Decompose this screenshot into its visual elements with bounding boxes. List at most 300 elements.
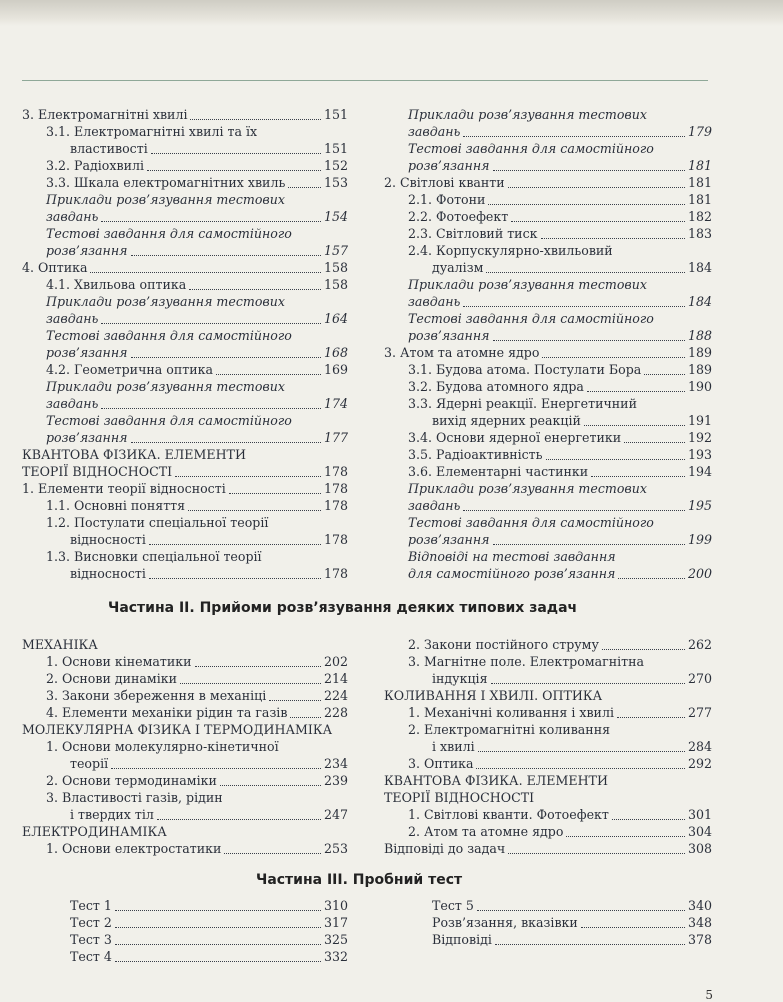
toc-dot-leader (476, 768, 684, 769)
toc-entry-title: індукція (432, 671, 488, 686)
toc-entry (22, 653, 348, 670)
toc-entry (384, 548, 712, 565)
toc-entry (22, 931, 348, 948)
toc-dot-leader (188, 510, 321, 511)
toc-entry-title: Приклади розв’язування тестових (46, 379, 285, 394)
toc-entry-page: 202 (323, 654, 348, 669)
toc-entry-title: розв’язання (408, 532, 490, 547)
toc-entry (22, 914, 348, 931)
toc-dot-leader (463, 510, 685, 511)
header-rule (22, 80, 708, 81)
toc-entry-title: Тестові завдання для самостійного (46, 226, 292, 241)
toc-entry (384, 259, 712, 276)
toc-entry (384, 395, 712, 412)
toc-entry-title: завдань (46, 396, 99, 411)
toc-entry-title: Тестові завдання для самостійного (408, 141, 654, 156)
toc-entry-title: 2. Основи термодинаміки (46, 773, 217, 788)
toc-entry-page: 158 (323, 277, 348, 292)
toc-entry-title: Тестові завдання для самостійного (408, 515, 654, 530)
toc-entry-title: і твердих тіл (70, 807, 154, 822)
toc-entry (384, 463, 712, 480)
toc-entry-title: 1.1. Основні поняття (46, 498, 186, 513)
toc-dot-leader (618, 578, 685, 579)
toc-dot-leader (175, 476, 321, 477)
toc-dot-leader (288, 187, 321, 188)
toc-entry-page: 378 (687, 932, 712, 947)
toc-entry-title: Приклади розв’язування тестових (46, 192, 285, 207)
toc-dot-leader (147, 170, 321, 171)
toc-dot-leader (624, 442, 685, 443)
toc-entry-page: 200 (687, 566, 712, 581)
toc-dot-leader (111, 768, 321, 769)
toc-entry-title: 4.1. Хвильова оптика (46, 277, 187, 292)
toc-entry-title: КОЛИВАННЯ І ХВИЛІ. ОПТИКА (384, 688, 603, 703)
toc-entry (384, 636, 712, 653)
toc-entry-page: 189 (687, 362, 712, 377)
toc-entry (384, 497, 712, 514)
toc-dot-leader (149, 578, 321, 579)
toc-entry-title: 3.3. Ядерні реакції. Енергетичний (408, 396, 637, 411)
toc-entry-title: 3.1. Будова атома. Постулати Бора (408, 362, 642, 377)
toc-entry (22, 948, 348, 965)
toc-entry-title: 3. Закони збереження в механіці (46, 688, 267, 703)
toc-entry-page: 292 (687, 756, 712, 771)
toc-entry-title: 2. Атом та атомне ядро (408, 824, 564, 839)
toc-entry-page: 277 (687, 705, 712, 720)
toc-entry-title: Тест 2 (70, 915, 112, 930)
toc-entry-title: завдань (408, 498, 461, 513)
toc-dot-leader (216, 374, 321, 375)
toc-dot-leader (508, 187, 685, 188)
toc-entry-page: 214 (323, 671, 348, 686)
toc-entry-title: відносності (70, 566, 146, 581)
toc-entry-page: 228 (323, 705, 348, 720)
toc-entry (22, 276, 348, 293)
toc-entry-title: Тестові завдання для самостійного (46, 328, 292, 343)
toc-entry-title: Тестові завдання для самостійного (46, 413, 292, 428)
toc-entry (384, 123, 712, 140)
toc-entry-title: 1. Основи молекулярно-кінетичної (46, 739, 279, 754)
toc-entry-page: 340 (687, 898, 712, 913)
toc-entry-title: 1. Основи електростатики (46, 841, 222, 856)
toc-entry (22, 140, 348, 157)
toc-entry (384, 704, 712, 721)
toc-dot-leader (488, 204, 685, 205)
toc-entry (384, 174, 712, 191)
toc-entry-title: дуалізм (432, 260, 484, 275)
toc-entry (384, 670, 712, 687)
toc-entry (384, 755, 712, 772)
toc-entry-title: Тест 4 (70, 949, 112, 964)
toc-dot-leader (101, 221, 321, 222)
toc-entry-title: КВАНТОВА ФІЗИКА. ЕЛЕМЕНТИ (22, 447, 246, 462)
toc-entry (22, 670, 348, 687)
toc-entry-title: 3. Оптика (408, 756, 474, 771)
toc-entry (22, 327, 348, 344)
toc-entry (384, 914, 712, 931)
toc-entry (384, 687, 712, 704)
toc-entry (22, 772, 348, 789)
toc-entry-title: завдань (408, 124, 461, 139)
toc-entry-title: 3.3. Шкала електромагнітних хвиль (46, 175, 286, 190)
toc-entry (22, 225, 348, 242)
toc-entry-page: 178 (323, 532, 348, 547)
toc-entry-title: ЕЛЕКТРОДИНАМІКА (22, 824, 167, 839)
toc-entry-title: розв’язання (408, 328, 490, 343)
toc-entry-title: 1.3. Висновки спеціальної теорії (46, 549, 262, 564)
toc-entry-title: МЕХАНІКА (22, 637, 98, 652)
toc-entry-title: 2.3. Світловий тиск (408, 226, 538, 241)
toc-entry-page: 151 (323, 107, 348, 122)
toc-dot-leader (157, 819, 321, 820)
toc-dot-leader (131, 442, 321, 443)
toc-entry-page: 310 (323, 898, 348, 913)
toc-entry (22, 755, 348, 772)
toc-entry (384, 327, 712, 344)
toc-entry (384, 565, 712, 582)
toc-entry-title: 1. Основи кінематики (46, 654, 192, 669)
toc-entry-title: і хвилі (432, 739, 475, 754)
toc-entry (22, 721, 348, 738)
toc-dot-leader (566, 836, 685, 837)
toc-entry-page: 270 (687, 671, 712, 686)
toc-entry-title: Розв’язання, вказівки (432, 915, 578, 930)
toc-dot-leader (463, 306, 685, 307)
toc-entry (384, 157, 712, 174)
toc-entry (22, 174, 348, 191)
toc-entry-page: 193 (687, 447, 712, 462)
toc-entry-title: 3. Атом та атомне ядро (384, 345, 540, 360)
toc-entry-page: 304 (687, 824, 712, 839)
toc-entry-page: 152 (323, 158, 348, 173)
toc-part3-right (384, 897, 712, 948)
toc-entry-page: 178 (323, 464, 348, 479)
toc-entry-title: Тест 1 (70, 898, 112, 913)
toc-dot-leader (463, 136, 685, 137)
toc-entry (384, 446, 712, 463)
toc-dot-leader (511, 221, 685, 222)
toc-entry-title: Приклади розв’язування тестових (408, 107, 647, 122)
toc-dot-leader (546, 459, 685, 460)
toc-entry (22, 310, 348, 327)
toc-entry-title: 2. Закони постійного струму (408, 637, 599, 652)
toc-entry (22, 548, 348, 565)
toc-entry-page: 262 (687, 637, 712, 652)
toc-dot-leader (612, 819, 685, 820)
toc-dot-leader (508, 853, 685, 854)
toc-entry-title: МОЛЕКУЛЯРНА ФІЗИКА І ТЕРМОДИНАМІКА (22, 722, 333, 737)
toc-upper-left (22, 106, 348, 582)
toc-dot-leader (617, 717, 685, 718)
toc-entry (22, 208, 348, 225)
toc-entry-title: 1. Світлові кванти. Фотоефект (408, 807, 609, 822)
toc-dot-leader (195, 666, 321, 667)
toc-dot-leader (90, 272, 320, 273)
toc-entry (384, 531, 712, 548)
toc-entry-page: 178 (323, 566, 348, 581)
toc-entry (22, 531, 348, 548)
toc-entry-page: 184 (687, 294, 712, 309)
toc-dot-leader (189, 289, 321, 290)
toc-dot-leader (602, 649, 685, 650)
toc-entry-page: 317 (323, 915, 348, 930)
toc-entry-title: Тест 5 (432, 898, 474, 913)
toc-entry (22, 242, 348, 259)
toc-entry (22, 123, 348, 140)
toc-entry-title: 4. Оптика (22, 260, 88, 275)
toc-entry-title: Приклади розв’язування тестових (408, 481, 647, 496)
toc-entry-title: Тест 3 (70, 932, 112, 947)
toc-entry (384, 378, 712, 395)
toc-entry-page: 179 (687, 124, 712, 139)
toc-entry (384, 412, 712, 429)
toc-dot-leader (220, 785, 321, 786)
toc-entry-page: 199 (687, 532, 712, 547)
toc-entry (22, 738, 348, 755)
part3-title: Частина ІІІ. Пробний тест (256, 872, 463, 888)
toc-entry-page: 194 (687, 464, 712, 479)
toc-entry-title: ТЕОРІЇ ВІДНОСНОСТІ (384, 790, 535, 805)
toc-entry-page: 192 (687, 430, 712, 445)
toc-entry-page: 157 (323, 243, 348, 258)
toc-entry-page: 169 (323, 362, 348, 377)
toc-entry-title: відносності (70, 532, 146, 547)
toc-entry-page: 325 (323, 932, 348, 947)
toc-entry-page: 188 (687, 328, 712, 343)
toc-dot-leader (115, 944, 321, 945)
toc-entry-page: 181 (687, 192, 712, 207)
toc-entry-title: 3.2. Будова атомного ядра (408, 379, 584, 394)
toc-dot-leader (495, 944, 685, 945)
toc-entry (384, 140, 712, 157)
toc-entry-title: розв’язання (46, 430, 128, 445)
toc-entry (22, 293, 348, 310)
toc-entry (384, 208, 712, 225)
toc-entry (22, 636, 348, 653)
toc-entry-page: 178 (323, 498, 348, 513)
toc-entry (22, 463, 348, 480)
toc-entry (22, 429, 348, 446)
toc-dot-leader (477, 910, 685, 911)
toc-entry (384, 721, 712, 738)
toc-dot-leader (229, 493, 321, 494)
toc-entry (22, 259, 348, 276)
toc-entry-title: 4.2. Геометрична оптика (46, 362, 214, 377)
toc-entry-page: 153 (323, 175, 348, 190)
toc-entry-title: ТЕОРІЇ ВІДНОСНОСТІ (22, 464, 173, 479)
toc-entry-page: 195 (687, 498, 712, 513)
toc-entry-page: 181 (687, 175, 712, 190)
toc-entry-title: 3. Електромагнітні хвилі (22, 107, 188, 122)
toc-entry-title: 2. Світлові кванти (384, 175, 505, 190)
toc-entry (22, 806, 348, 823)
toc-dot-leader (581, 927, 685, 928)
toc-dot-leader (478, 751, 685, 752)
toc-entry-title: властивості (70, 141, 148, 156)
toc-dot-leader (290, 717, 321, 718)
toc-dot-leader (591, 476, 685, 477)
toc-entry-page: 182 (687, 209, 712, 224)
toc-entry (22, 565, 348, 582)
toc-entry-page: 168 (323, 345, 348, 360)
toc-entry (22, 446, 348, 463)
toc-entry-title: завдань (46, 209, 99, 224)
toc-entry-page: 191 (687, 413, 712, 428)
toc-dot-leader (541, 238, 685, 239)
toc-entry-title: розв’язання (46, 345, 128, 360)
toc-dot-leader (269, 700, 321, 701)
toc-dot-leader (486, 272, 685, 273)
toc-entry-title: 3. Властивості газів, рідин (46, 790, 223, 805)
toc-entry (22, 157, 348, 174)
toc-entry (384, 772, 712, 789)
toc-entry (384, 344, 712, 361)
toc-entry (22, 687, 348, 704)
toc-entry-title: Приклади розв’язування тестових (408, 277, 647, 292)
toc-entry-title: завдань (46, 311, 99, 326)
toc-entry (384, 897, 712, 914)
toc-entry-page: 247 (323, 807, 348, 822)
toc-entry (22, 480, 348, 497)
toc-part2-right (384, 636, 712, 857)
toc-entry-page: 184 (687, 260, 712, 275)
toc-dot-leader (151, 153, 321, 154)
toc-entry-page: 181 (687, 158, 712, 173)
toc-dot-leader (644, 374, 685, 375)
toc-entry (384, 225, 712, 242)
toc-dot-leader (115, 910, 321, 911)
toc-entry-title: 2.2. Фотоефект (408, 209, 509, 224)
toc-entry-page: 178 (323, 481, 348, 496)
toc-entry (22, 378, 348, 395)
toc-entry (22, 106, 348, 123)
toc-upper-right (384, 106, 712, 582)
toc-entry-title: 4. Елементи механіки рідин та газів (46, 705, 288, 720)
toc-dot-leader (131, 357, 321, 358)
toc-entry-title: 3. Магнітне поле. Електромагнітна (408, 654, 645, 669)
toc-entry-page: 154 (323, 209, 348, 224)
toc-entry-title: завдань (408, 294, 461, 309)
toc-entry (22, 191, 348, 208)
toc-entry-title: 3.2. Радіохвилі (46, 158, 144, 173)
toc-dot-leader (491, 683, 685, 684)
toc-entry-title: 1.2. Постулати спеціальної теорії (46, 515, 269, 530)
page-number: 5 (705, 988, 713, 1002)
toc-entry (22, 361, 348, 378)
toc-entry-page: 284 (687, 739, 712, 754)
toc-entry (384, 789, 712, 806)
toc-part2-left (22, 636, 348, 857)
toc-entry-title: розв’язання (46, 243, 128, 258)
toc-entry (384, 310, 712, 327)
toc-entry (384, 276, 712, 293)
toc-entry (384, 931, 712, 948)
toc-dot-leader (180, 683, 321, 684)
toc-entry-title: 2.1. Фотони (408, 192, 486, 207)
toc-entry-page: 301 (687, 807, 712, 822)
toc-entry-title: Відповіді на тестові завдання (408, 549, 616, 564)
toc-dot-leader (542, 357, 685, 358)
toc-entry-title: 2. Електромагнітні коливання (408, 722, 611, 737)
toc-entry (22, 823, 348, 840)
toc-entry-title: Приклади розв’язування тестових (46, 294, 285, 309)
toc-dot-leader (587, 391, 685, 392)
page-top-shadow (0, 0, 783, 26)
toc-entry (22, 497, 348, 514)
toc-entry (384, 480, 712, 497)
toc-entry (384, 429, 712, 446)
toc-entry-page: 308 (687, 841, 712, 856)
toc-entry-title: 3.1. Електромагнітні хвилі та їх (46, 124, 258, 139)
toc-entry-page: 183 (687, 226, 712, 241)
toc-entry-title: 2. Основи динаміки (46, 671, 177, 686)
toc-entry-page: 253 (323, 841, 348, 856)
toc-entry (384, 738, 712, 755)
toc-entry-page: 190 (687, 379, 712, 394)
toc-dot-leader (131, 255, 321, 256)
toc-entry (22, 412, 348, 429)
toc-entry-page: 224 (323, 688, 348, 703)
toc-entry (384, 514, 712, 531)
toc-entry-title: вихід ядерних реакцій (432, 413, 581, 428)
toc-entry-page: 177 (323, 430, 348, 445)
toc-entry (384, 823, 712, 840)
toc-entry (22, 789, 348, 806)
toc-entry-title: теорії (70, 756, 109, 771)
toc-entry (384, 840, 712, 857)
toc-entry (22, 514, 348, 531)
toc-entry-page: 158 (323, 260, 348, 275)
toc-dot-leader (115, 927, 321, 928)
toc-entry-title: 2.4. Корпускулярно-хвильовий (408, 243, 613, 258)
toc-entry-title: 1. Елементи теорії відносності (22, 481, 226, 496)
toc-entry (384, 242, 712, 259)
part2-title: Частина ІІ. Прийоми розв’язування деяких типових задач (108, 600, 578, 616)
toc-dot-leader (190, 119, 320, 120)
toc-entry (22, 704, 348, 721)
toc-entry-title: для самостійного розв’язання (408, 566, 616, 581)
toc-entry-page: 151 (323, 141, 348, 156)
toc-entry-page: 234 (323, 756, 348, 771)
toc-entry-page: 348 (687, 915, 712, 930)
toc-entry-title: 3.5. Радіоактивність (408, 447, 543, 462)
toc-part3-left (22, 897, 348, 965)
toc-entry-title: 1. Механічні коливання і хвилі (408, 705, 614, 720)
toc-entry (384, 653, 712, 670)
toc-dot-leader (493, 340, 685, 341)
toc-entry-title: розв’язання (408, 158, 490, 173)
toc-entry-title: Відповіді (432, 932, 492, 947)
toc-entry (384, 361, 712, 378)
toc-dot-leader (224, 853, 321, 854)
toc-dot-leader (115, 961, 321, 962)
toc-entry (384, 293, 712, 310)
toc-dot-leader (101, 408, 321, 409)
toc-dot-leader (101, 323, 321, 324)
toc-entry-title: КВАНТОВА ФІЗИКА. ЕЛЕМЕНТИ (384, 773, 608, 788)
toc-entry (384, 106, 712, 123)
toc-entry-title: 3.6. Елементарні частинки (408, 464, 589, 479)
toc-dot-leader (493, 170, 685, 171)
toc-entry-page: 164 (323, 311, 348, 326)
toc-entry-page: 239 (323, 773, 348, 788)
toc-dot-leader (584, 425, 685, 426)
toc-entry-title: Тестові завдання для самостійного (408, 311, 654, 326)
toc-dot-leader (493, 544, 685, 545)
toc-entry (22, 344, 348, 361)
toc-dot-leader (149, 544, 321, 545)
toc-entry (22, 395, 348, 412)
